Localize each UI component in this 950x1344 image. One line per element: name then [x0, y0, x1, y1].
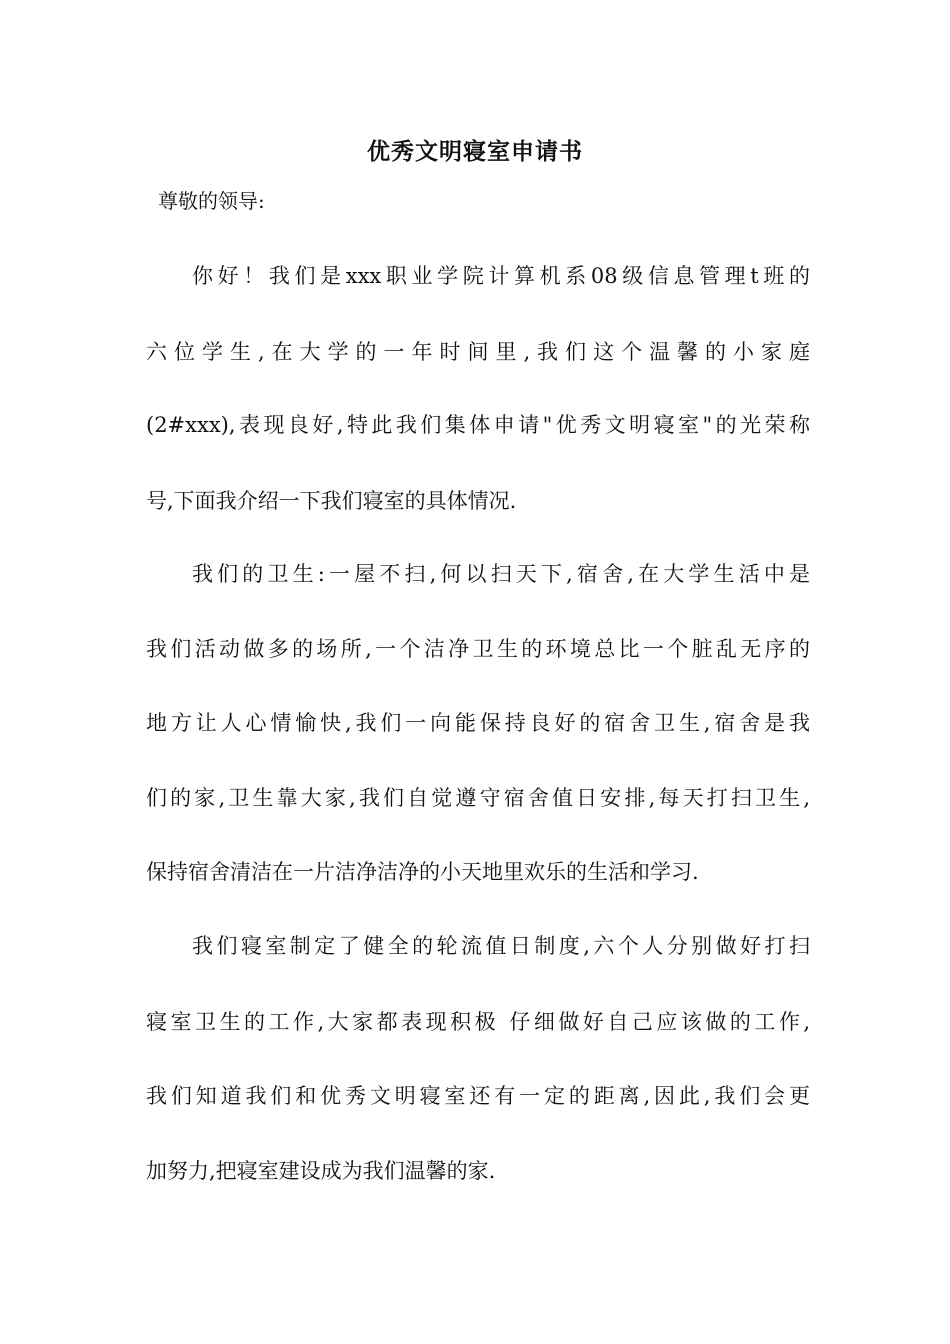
- paragraph-line: 我们寝室制定了健全的轮流值日制度,六个人分别做好打扫: [192, 934, 810, 958]
- paragraph-line: 我们知道我们和优秀文明寝室还有一定的距离,因此,我们会更: [146, 1084, 810, 1108]
- paragraph-line: 我们活动做多的场所,一个洁净卫生的环境总比一个脏乱无序的: [146, 637, 810, 661]
- paragraph-line: 我们的卫生:一屋不扫,何以扫天下,宿舍,在大学生活中是: [192, 562, 810, 586]
- paragraph-line: 你好！我们是xxx职业学院计算机系08级信息管理t班的: [192, 264, 810, 288]
- paragraph-line: 寝室卫生的工作,大家都表现积极 仔细做好自己应该做的工作,: [146, 1010, 810, 1034]
- paragraph-line: (2#xxx),表现良好,特此我们集体申请"优秀文明寝室"的光荣称: [146, 413, 810, 437]
- salutation: 尊敬的领导:: [158, 189, 265, 213]
- document-title: 优秀文明寝室申请书: [367, 139, 583, 165]
- paragraph-line: 加努力,把寝室建设成为我们温馨的家.: [146, 1159, 496, 1183]
- paragraph-line: 六位学生,在大学的一年时间里,我们这个温馨的小家庭: [146, 340, 810, 364]
- paragraph-line: 号,下面我介绍一下我们寝室的具体情况.: [146, 489, 517, 513]
- paragraph-line: 地方让人心情愉快,我们一向能保持良好的宿舍卫生,宿舍是我: [146, 711, 810, 735]
- paragraph-line: 们的家,卫生靠大家,我们自觉遵守宿舍值日安排,每天打扫卫生,: [146, 786, 810, 810]
- paragraph-line: 保持宿舍清洁在一片洁净洁净的小天地里欢乐的生活和学习.: [146, 860, 699, 884]
